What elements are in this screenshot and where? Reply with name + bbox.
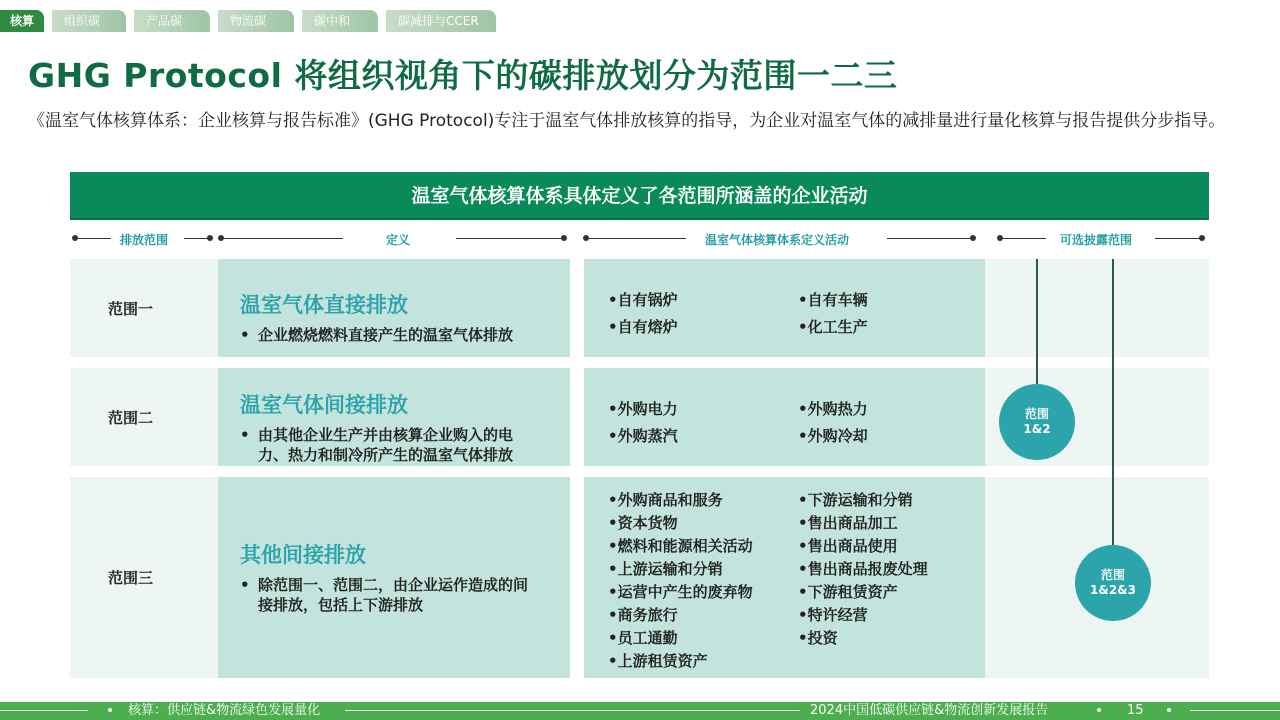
scope-1-definition [218,259,570,357]
scope-1-disclosure-cell [985,259,1209,357]
list-item: •下游租赁资产 [798,583,898,601]
header-disclosure [997,230,1207,248]
scope-2-definition [218,368,570,466]
header-definition-label: 定义 [386,233,411,247]
tab-organization-carbon[interactable]: 组织碳 [52,10,126,32]
list-item: •商务旅行 [608,606,678,624]
disclosure-line-scope-1-2-3 [1112,259,1114,547]
list-item: •外购冷却 [798,427,868,445]
header-definition [218,230,568,248]
footer-left-text: 核算：供应链&物流绿色发展量化 [128,703,321,718]
list-item: •外购热力 [798,400,868,418]
list-item: •外购电力 [608,400,678,418]
list-item: •自有车辆 [798,291,868,309]
list-item: •售出商品使用 [798,537,898,555]
list-item: •售出商品加工 [798,514,898,532]
list-item: •投资 [798,629,838,647]
page-number: 15 [1127,703,1144,718]
header-scope [72,230,214,248]
scope-1-def-title: 温室气体直接排放 [240,293,408,317]
scope-3-activities [584,477,985,678]
top-nav [0,10,496,32]
list-item: •资本货物 [608,514,678,532]
scope-3-def-text: • 除范围一、范围二，由企业运作造成的间接排放，包括上下游排放 [240,576,529,614]
disclosure-circle-scope-1-2-3: 范围 1&2&3 [1075,545,1151,621]
scope-2-def-text: • 由其他企业生产并由核算企业购入的电力、热力和制冷所产生的温室气体排放 [240,426,514,464]
tab-logistics-carbon[interactable]: 物流碳 [218,10,294,32]
table-banner: 温室气体核算体系具体定义了各范围所涵盖的企业活动 [70,172,1209,220]
scope-1-activities [584,259,985,357]
list-item: •上游运输和分销 [608,560,723,578]
list-item: •售出商品报废处理 [798,560,928,578]
disclosure-line-scope-1-2 [1036,259,1038,385]
header-disclosure-label: 可选披露范围 [1060,233,1133,247]
tab-product-carbon[interactable]: 产品碳 [134,10,210,32]
header-scope-label: 排放范围 [120,233,169,247]
disclosure-circle-scope-1-2: 范围 1&2 [999,384,1075,460]
scope-3-text: 范围三 [108,569,154,587]
scope-1-label [70,259,218,357]
list-item: •特许经营 [798,606,868,624]
tab-accounting[interactable]: 核算 [0,10,44,32]
list-item: •自有锅炉 [608,291,678,309]
list-item: •运营中产生的废弃物 [608,583,753,601]
scope-1-def-text: • 企业燃烧燃料直接产生的温室气体排放 [240,326,514,344]
scope-3-definition [218,477,570,678]
list-item: •上游租赁资产 [608,652,708,670]
page-footer [0,702,1280,720]
page-title: GHG Protocol 将组织视角下的碳排放划分为范围一二三 [28,56,898,95]
list-item: •外购商品和服务 [608,491,723,509]
list-item: •化工生产 [798,318,868,336]
scope-2-def-title: 温室气体间接排放 [240,393,408,417]
list-item: •员工通勤 [608,629,678,647]
list-item: •燃料和能源相关活动 [608,537,753,555]
scope-3-label [70,477,218,678]
tab-carbon-neutral[interactable]: 碳中和 [302,10,378,32]
header-activities [583,230,979,248]
list-item: •自有熔炉 [608,318,678,336]
footer-right-text: 2024中国低碳供应链&物流创新发展报告 [810,703,1049,718]
intro-paragraph: 《温室气体核算体系：企业核算与报告标准》(GHG Protocol)专注于温室气体排放核算的指导，为企业对温室气体的减排量进行量化核算与报告提供分步指导。 [28,111,1226,131]
scope-2-text: 范围二 [108,408,154,427]
scope-1-text: 范围一 [108,299,154,318]
scope-3-def-title: 其他间接排放 [240,543,366,567]
list-item: •外购蒸汽 [608,427,678,445]
tab-emission-reduction-ccer[interactable]: 碳减排与CCER [386,10,496,32]
scope-2-activities [584,368,985,466]
list-item: •下游运输和分销 [798,491,913,509]
scope-2-label [70,368,218,466]
header-activities-label: 温室气体核算体系定义活动 [705,233,850,247]
